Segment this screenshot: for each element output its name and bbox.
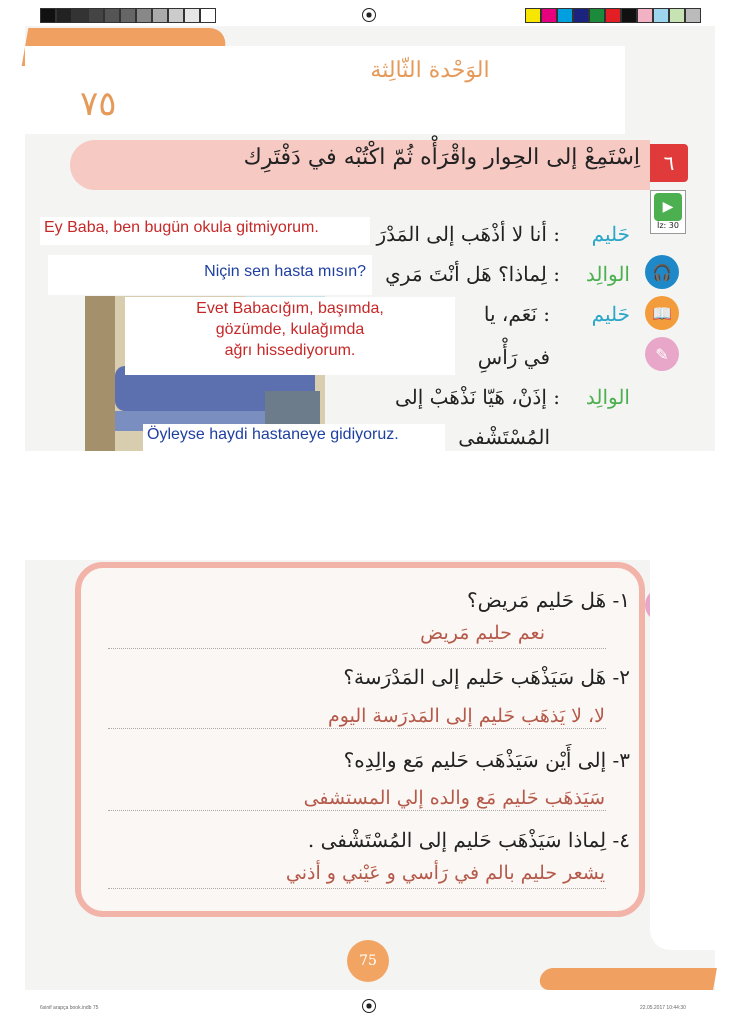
answer-line-2 [108, 728, 606, 729]
question-3: ٣- إلى أَيْن سَيَذْهَب حَليم مَع والِدِه؟ [343, 748, 630, 772]
speaker-halim-2: حَليم [591, 302, 630, 326]
registration-mark-bottom-icon [362, 999, 376, 1013]
translation-line-4: Öyleyse haydi hastaneye gidiyoruz. [143, 424, 445, 452]
answer-1[interactable]: نعم حليم مَريض [420, 622, 545, 644]
speaker-father-1: الوالِد [585, 262, 630, 286]
bed-headboard [85, 296, 115, 451]
page-number-arabic: ٧٥ [80, 84, 117, 124]
answer-line-1 [108, 648, 606, 649]
registration-mark-icon [362, 8, 376, 22]
translation-line-3 [125, 297, 455, 375]
answer-2[interactable]: لا، لا يَذهَب حَليم إلى المَدرَسة اليوم [328, 705, 605, 727]
answer-4[interactable]: يشعر حليم بالم في رَأسي و عَيْني و أذني [285, 862, 605, 884]
page-number-bottom: 75 [347, 940, 389, 982]
dialogue-line-3b: في رَأْسِ [477, 345, 550, 369]
audio-track-badge[interactable] [650, 190, 686, 234]
question-2: ٢- هَل سَيَذْهَب حَليم إلى المَدْرَسة؟ [343, 665, 630, 689]
answer-line-3 [108, 810, 606, 811]
play-icon[interactable]: ▶ [654, 193, 682, 221]
dialogue-line-4: : إذَنْ، هَيّا نَذْهَبْ إلى [394, 385, 560, 409]
speaker-halim-1: حَليم [591, 222, 630, 246]
translation-line-2: Niçin sen hasta mısın? [48, 255, 372, 295]
footer-date-label: 22.05.2017 10:44:30 [640, 1005, 686, 1011]
orange-brush-bottom-right [538, 968, 717, 990]
headphones-icon[interactable]: 🎧 [645, 255, 679, 289]
dialogue-line-1: : أنا لا أذْهَب إلى المَدْرَ [376, 222, 560, 246]
translation-line-3-part-b: gözümde, kulağımda [215, 320, 365, 338]
translation-line-3-part-a: Evet Babacığım, başımda, [196, 300, 384, 317]
exercise-instruction: اِسْتَمِعْ إلى الحِوار واقْرَأْه ثُمّ اكْتُبْه في دَفْتَرِك [243, 145, 640, 170]
translation-line-3-part-c: ağrı hissediyorum. [224, 341, 356, 359]
question-4: ٤- لِماذا سَيَذْهَب حَليم إلى المُسْتَشْفى . [307, 828, 630, 852]
speaker-father-2: الوالِد [585, 385, 630, 409]
question-1: ١- هَل حَليم مَريض؟ [466, 588, 630, 612]
answer-3[interactable]: سَيَذهَب حَليم مَع والده إلي المستشفى [303, 787, 605, 809]
right-white-tab [650, 560, 715, 950]
unit-title: الوَحْدة الثّالِثة [370, 58, 490, 83]
track-label: İz: 30 [657, 221, 679, 230]
answer-line-4 [108, 888, 606, 889]
dialogue-line-3: : نَعَم، يا [483, 302, 550, 326]
pencil-icon[interactable]: ✎ [645, 337, 679, 371]
footer-file-label: 6sinif arapça book.indb 75 [40, 1005, 99, 1011]
dialogue-line-2: : لِماذا؟ هَل أنْتَ مَري [385, 262, 560, 286]
dialogue-line-4b: المُسْتَشْفى [458, 425, 550, 449]
exercise-number: ٦ [650, 144, 688, 182]
book-icon[interactable]: 📖 [645, 296, 679, 330]
translation-line-1: Ey Baba, ben bugün okula gitmiyorum. [40, 217, 370, 245]
